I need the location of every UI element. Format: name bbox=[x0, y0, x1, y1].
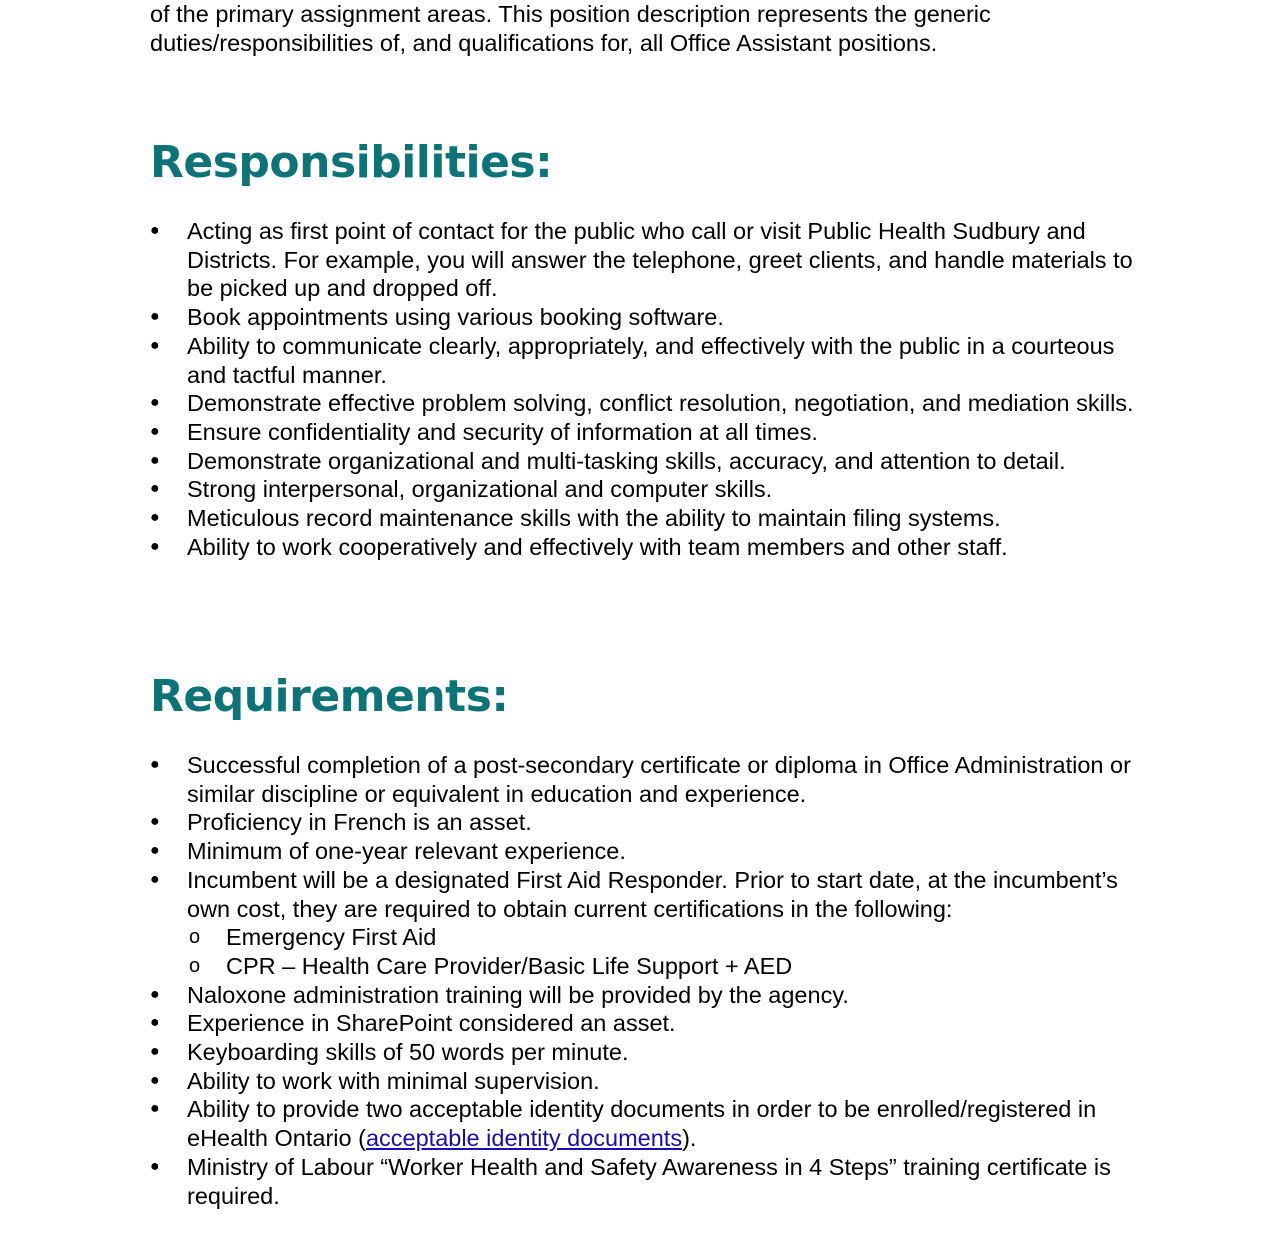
list-item: ● Proficiency in French is an asset. bbox=[150, 809, 532, 836]
list-item: ● Minimum of one-year relevant experience. bbox=[150, 838, 626, 865]
bullet-icon: ● bbox=[150, 1100, 160, 1118]
bullet-icon: ● bbox=[150, 509, 160, 527]
bullet-icon: ● bbox=[150, 451, 160, 469]
list-item: ● Ability to work with minimal supervision. bbox=[150, 1067, 600, 1094]
bullet-icon: ● bbox=[150, 842, 160, 860]
list-item: ● Ministry of Labour “Worker Health and Safety Awareness in 4 Steps” training certificate is required. bbox=[150, 1153, 1111, 1209]
bullet-icon: ● bbox=[150, 1014, 160, 1032]
list-item: ● Meticulous record maintenance skills with the ability to maintain filing systems. bbox=[150, 505, 1001, 532]
circle-bullet-icon: o bbox=[189, 954, 201, 977]
list-item: ● Ability to work cooperatively and effectively with team members and other staff. bbox=[150, 533, 1008, 560]
list-item: ● Incumbent will be a designated First Aid Responder. Prior to start date, at the incumbent’s own cost, they are required to obtain current certifications in the following: o Emergency First Aid o CPR – Health Care Provider/Basic Life Support + AED bbox=[150, 866, 1140, 981]
responsibilities-list bbox=[150, 217, 1140, 561]
list-item: ● Ability to communicate clearly, appropriately, and effectively with the public in a courteous and tactful manner. bbox=[150, 332, 1115, 388]
intro-paragraph: of the primary assignment areas. This position description represents the generic duties/responsibilities of, and qualifications for, all Office Assistant positions. bbox=[150, 1, 991, 56]
list-item: ● Demonstrate effective problem solving, conflict resolution, negotiation, and mediation skills. bbox=[150, 390, 1134, 417]
bullet-icon: ● bbox=[150, 1071, 160, 1089]
list-item: ● Acting as first point of contact for the public who call or visit Public Health Sudbury and Districts. For example, you will answer the telephone, greet clients, and handle materials to be picked up and dropped off. bbox=[150, 218, 1133, 302]
certification-sublist bbox=[150, 923, 1140, 980]
bullet-icon: ● bbox=[150, 1157, 160, 1175]
bullet-icon: ● bbox=[150, 870, 160, 888]
acceptable-identity-documents-link[interactable]: acceptable identity documents bbox=[365, 1125, 683, 1152]
requirements-heading: Requirements: bbox=[150, 671, 509, 722]
list-item: ● Successful completion of a post-secondary certificate or diploma in Office Administration or similar discipline or equivalent in education and experience. bbox=[150, 752, 1131, 807]
circle-bullet-icon: o bbox=[189, 926, 201, 949]
sub-list-item: o Emergency First Aid bbox=[189, 924, 437, 951]
list-item: ● Demonstrate organizational and multi-tasking skills, accuracy, and attention to detail. bbox=[150, 447, 1066, 474]
list-item: ● Strong interpersonal, organizational and computer skills. bbox=[150, 476, 773, 503]
list-item: ● Keyboarding skills of 50 words per minute. bbox=[150, 1039, 629, 1066]
requirements-list bbox=[150, 751, 1140, 1210]
bullet-icon: ● bbox=[150, 813, 160, 831]
bullet-icon: ● bbox=[150, 756, 160, 773]
bullet-icon: ● bbox=[150, 985, 160, 1003]
responsibilities-heading: Responsibilities: bbox=[150, 137, 553, 188]
bullet-icon: ● bbox=[150, 422, 160, 440]
sub-list-item: o CPR – Health Care Provider/Basic Life Support + AED bbox=[189, 952, 793, 979]
bullet-icon: ● bbox=[150, 1043, 160, 1061]
list-item: ● Book appointments using various booking software. bbox=[150, 304, 724, 331]
bullet-icon: ● bbox=[150, 222, 160, 239]
bullet-icon: ● bbox=[150, 480, 160, 498]
list-item: ● Experience in SharePoint considered an asset. bbox=[150, 1010, 676, 1037]
bullet-icon: ● bbox=[150, 537, 160, 555]
list-item: ● Ability to provide two acceptable identity documents in order to be enrolled/registered in eHealth Ontario (acceptable identity documents). bbox=[150, 1096, 1097, 1152]
bullet-icon: ● bbox=[150, 308, 160, 326]
list-item: ● Ensure confidentiality and security of information at all times. bbox=[150, 418, 818, 445]
bullet-icon: ● bbox=[150, 336, 160, 354]
list-item: ● Naloxone administration training will be provided by the agency. bbox=[150, 981, 849, 1008]
bullet-icon: ● bbox=[150, 394, 160, 412]
